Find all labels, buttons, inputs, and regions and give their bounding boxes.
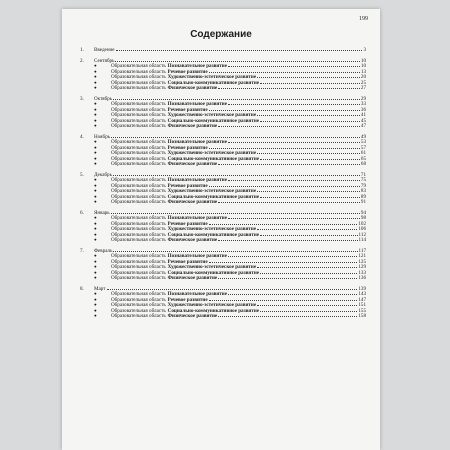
- bullet-icon: ●: [94, 296, 97, 302]
- toc-page-number: 158: [358, 313, 366, 319]
- dot-leader: [115, 58, 359, 62]
- toc-area-prefix: Образовательная область: [111, 307, 166, 314]
- toc-page-number: 98: [360, 215, 366, 221]
- toc-area-name: Художественно-эстетическое развитие: [167, 188, 257, 194]
- toc-area-name: Художественно-эстетическое развитие: [167, 112, 257, 118]
- toc-section-number: 7.: [80, 247, 84, 254]
- toc-page-number: 41: [360, 112, 366, 118]
- toc-page-number: 61: [360, 150, 366, 156]
- toc-section-number: 6.: [80, 209, 84, 216]
- toc-area-name: Речевое развитие: [167, 106, 208, 113]
- dot-leader: [113, 96, 360, 100]
- dot-leader: [260, 118, 360, 122]
- dot-leader: [260, 270, 357, 274]
- toc-area-name: Познавательное развитие: [167, 177, 228, 183]
- toc-area-entry[interactable]: [80, 313, 366, 319]
- document-page: [62, 9, 380, 450]
- toc-page-number: 65: [360, 155, 366, 162]
- toc-page-number: 10: [360, 57, 366, 64]
- toc-area-name: Физическое развитие: [167, 85, 218, 91]
- toc-area-name: Художественно-эстетическое развитие: [167, 302, 257, 308]
- bullet-icon: ●: [94, 139, 97, 144]
- toc-section-number: 1.: [80, 47, 84, 53]
- toc-page-number: 53: [360, 139, 366, 145]
- dot-leader: [209, 297, 358, 301]
- toc-page-number: 29: [360, 95, 366, 102]
- toc-area-prefix: Образовательная область: [111, 199, 166, 205]
- toc-page-number: 147: [358, 296, 366, 303]
- toc-section-number: 2.: [80, 57, 84, 64]
- dot-leader: [218, 85, 360, 89]
- toc-area-prefix: Образовательная область: [111, 275, 166, 281]
- dot-leader: [209, 183, 360, 187]
- dot-leader: [218, 161, 360, 165]
- bullet-icon: ●: [94, 155, 97, 161]
- bullet-icon: ●: [94, 68, 97, 74]
- bullet-icon: ●: [94, 264, 97, 269]
- dot-leader: [113, 248, 357, 252]
- toc-area-name: Физическое развитие: [167, 199, 218, 205]
- dot-leader: [257, 112, 360, 116]
- bullet-icon: ●: [94, 79, 97, 85]
- bullet-icon: ●: [94, 220, 97, 226]
- toc-area-prefix: Образовательная область: [111, 182, 166, 189]
- toc-page-number: 94: [360, 209, 366, 216]
- toc-page-number: 47: [360, 123, 366, 129]
- toc-area-name: Художественно-эстетическое развитие: [167, 150, 257, 156]
- toc-area-name: Познавательное развитие: [167, 253, 228, 259]
- toc-page-number: 20: [360, 74, 366, 80]
- dot-leader: [209, 107, 360, 111]
- toc-area-prefix: Образовательная область: [111, 291, 166, 297]
- dot-leader: [257, 302, 357, 306]
- toc-page-number: 45: [360, 117, 366, 124]
- toc-area-prefix: Образовательная область: [111, 302, 166, 308]
- toc-area-name: Речевое развитие: [167, 144, 208, 151]
- dot-leader: [228, 177, 360, 181]
- toc-section-label: Ноябрь: [94, 133, 110, 140]
- toc-page-number: 117: [358, 247, 366, 254]
- toc-page-number: 71: [360, 171, 366, 178]
- toc-area-name: Речевое развитие: [167, 296, 208, 303]
- bullet-icon: ●: [94, 199, 97, 204]
- toc-area-name: Социально-коммуникативное развитие: [167, 307, 260, 314]
- toc-page-number: 57: [360, 144, 366, 151]
- toc-section-number: 5.: [80, 171, 84, 178]
- toc-section-label: Октябрь: [94, 95, 113, 102]
- bullet-icon: ●: [94, 112, 97, 117]
- toc-page-number: 27: [360, 85, 366, 91]
- bullet-icon: ●: [94, 188, 97, 193]
- toc-page-number: 139: [358, 285, 366, 292]
- toc-area-prefix: Образовательная область: [111, 313, 166, 319]
- toc-area-prefix: Образовательная область: [111, 144, 166, 151]
- toc-area-prefix: Образовательная область: [111, 155, 166, 162]
- bullet-icon: ●: [94, 161, 97, 166]
- toc-area-prefix: Образовательная область: [111, 150, 166, 156]
- toc-area-prefix: Образовательная область: [111, 264, 166, 270]
- dot-leader: [228, 253, 357, 257]
- bullet-icon: ●: [94, 117, 97, 123]
- toc-section-label: Сентябрь: [94, 57, 115, 64]
- toc-area-prefix: Образовательная область: [111, 63, 166, 69]
- dot-leader: [228, 139, 360, 143]
- dot-leader: [218, 123, 360, 127]
- dot-leader: [260, 156, 360, 160]
- bullet-icon: ●: [94, 193, 97, 199]
- toc-area-name: Речевое развитие: [167, 220, 208, 227]
- toc-page-number: 13: [360, 68, 366, 75]
- toc-area-name: Познавательное развитие: [167, 63, 228, 69]
- toc-area-prefix: Образовательная область: [111, 117, 166, 124]
- dot-leader: [218, 199, 360, 203]
- table-of-contents: [80, 47, 366, 319]
- dot-leader: [107, 286, 358, 290]
- bullet-icon: ●: [94, 182, 97, 188]
- bullet-icon: ●: [94, 106, 97, 112]
- toc-page-number: 121: [358, 253, 366, 259]
- dot-leader: [260, 308, 357, 312]
- dot-leader: [257, 264, 357, 268]
- toc-page-number: 3: [363, 47, 366, 53]
- toc-page-number: 125: [358, 258, 366, 265]
- toc-section-label: Февраль: [94, 247, 113, 254]
- bullet-icon: ●: [94, 253, 97, 258]
- toc-area-prefix: Образовательная область: [111, 258, 166, 265]
- toc-page-number: 49: [360, 133, 366, 140]
- bullet-icon: ●: [94, 144, 97, 150]
- dot-leader: [260, 232, 358, 236]
- toc-area-prefix: Образовательная область: [111, 161, 166, 167]
- toc-area-name: Художественно-эстетическое развитие: [167, 264, 257, 270]
- bullet-icon: ●: [94, 150, 97, 155]
- toc-area-name: Физическое развитие: [167, 275, 218, 281]
- toc-area-prefix: Образовательная область: [111, 226, 166, 232]
- toc-page-number: 75: [360, 177, 366, 183]
- dot-leader: [218, 313, 357, 317]
- toc-area-prefix: Образовательная область: [111, 68, 166, 75]
- toc-page-number: 79: [360, 182, 366, 189]
- bullet-icon: ●: [94, 269, 97, 275]
- bullet-icon: ●: [94, 291, 97, 296]
- toc-page-number: 106: [358, 226, 366, 232]
- bullet-icon: ●: [94, 275, 97, 280]
- toc-area-name: Социально-коммуникативное развитие: [167, 155, 260, 162]
- toc-area-prefix: Образовательная область: [111, 220, 166, 227]
- toc-area-prefix: Образовательная область: [111, 188, 166, 194]
- toc-section-number: 8.: [80, 285, 84, 292]
- toc-area-name: Познавательное развитие: [167, 291, 228, 297]
- bullet-icon: ●: [94, 258, 97, 264]
- toc-page-number: 129: [358, 264, 366, 270]
- toc-page-number: 112: [358, 231, 366, 238]
- toc-area-prefix: Образовательная область: [111, 79, 166, 86]
- toc-page-number: 36: [360, 106, 366, 113]
- toc-page-number: 143: [358, 291, 366, 297]
- toc-area-prefix: Образовательная область: [111, 215, 166, 221]
- toc-page-number: 151: [358, 302, 366, 308]
- toc-area-prefix: Образовательная область: [111, 296, 166, 303]
- bullet-icon: ●: [94, 177, 97, 182]
- toc-area-name: Социально-коммуникативное развитие: [167, 231, 260, 238]
- toc-area-name: Физическое развитие: [167, 123, 218, 129]
- toc-page-number: 33: [360, 101, 366, 107]
- toc-page-number: 136: [358, 275, 366, 281]
- dot-leader: [257, 188, 360, 192]
- bullet-icon: ●: [94, 101, 97, 106]
- toc-page-number: 10: [360, 63, 366, 69]
- bullet-icon: ●: [94, 231, 97, 237]
- toc-section-number: 3.: [80, 95, 84, 102]
- toc-area-name: Социально-коммуникативное развитие: [167, 79, 260, 86]
- toc-area-prefix: Образовательная область: [111, 85, 166, 91]
- bullet-icon: ●: [94, 237, 97, 242]
- dot-leader: [209, 145, 360, 149]
- toc-page-number: 89: [360, 193, 366, 200]
- toc-area-prefix: Образовательная область: [111, 269, 166, 276]
- dot-leader: [228, 291, 357, 295]
- bullet-icon: ●: [94, 307, 97, 313]
- bullet-icon: ●: [94, 85, 97, 90]
- toc-page-number: 83: [360, 188, 366, 194]
- toc-page-number: 133: [358, 269, 366, 276]
- toc-area-name: Физическое развитие: [167, 237, 218, 243]
- dot-leader: [209, 259, 358, 263]
- toc-area-prefix: Образовательная область: [111, 177, 166, 183]
- bullet-icon: ●: [94, 215, 97, 220]
- bullet-icon: ●: [94, 226, 97, 231]
- toc-page-number: 102: [358, 220, 366, 227]
- toc-area-name: Социально-коммуникативное развитие: [167, 193, 260, 200]
- toc-area-name: Физическое развитие: [167, 161, 218, 167]
- toc-area-prefix: Образовательная область: [111, 253, 166, 259]
- toc-page-number: 25: [360, 79, 366, 86]
- dot-leader: [228, 215, 360, 219]
- toc-area-prefix: Образовательная область: [111, 193, 166, 200]
- toc-page-number: 91: [360, 199, 366, 205]
- toc-area-name: Художественно-эстетическое развитие: [167, 226, 257, 232]
- bullet-icon: ●: [94, 313, 97, 318]
- dot-leader: [257, 150, 360, 154]
- dot-leader: [218, 275, 357, 279]
- dot-leader: [113, 172, 360, 176]
- toc-area-name: Речевое развитие: [167, 68, 208, 75]
- toc-area-prefix: Образовательная область: [111, 139, 166, 145]
- toc-area-name: Познавательное развитие: [167, 215, 228, 221]
- toc-area-name: Речевое развитие: [167, 258, 208, 265]
- page-title: Содержание: [190, 29, 252, 40]
- toc-area-name: Познавательное развитие: [167, 101, 228, 107]
- bullet-icon: ●: [94, 123, 97, 128]
- dot-leader: [116, 47, 363, 51]
- toc-area-prefix: Образовательная область: [111, 106, 166, 113]
- dot-leader: [260, 194, 360, 198]
- dot-leader: [209, 221, 358, 225]
- dot-leader: [260, 80, 360, 84]
- bullet-icon: ●: [94, 302, 97, 307]
- toc-section-number: 4.: [80, 133, 84, 140]
- toc-area-prefix: Образовательная область: [111, 74, 166, 80]
- dot-leader: [111, 134, 360, 138]
- toc-area-name: Художественно-эстетическое развитие: [167, 74, 257, 80]
- dot-leader: [257, 74, 360, 78]
- dot-leader: [228, 63, 360, 67]
- toc-section-label: Введение: [94, 47, 115, 53]
- dot-leader: [218, 237, 357, 241]
- toc-area-prefix: Образовательная область: [111, 123, 166, 129]
- dot-leader: [209, 69, 360, 73]
- toc-page-number: 155: [358, 307, 366, 314]
- bullet-icon: ●: [94, 74, 97, 79]
- toc-area-name: Социально-коммуникативное развитие: [167, 117, 260, 124]
- page-number: 199: [359, 16, 368, 22]
- toc-section-label: Март: [94, 285, 106, 292]
- toc-section-label: Декабрь: [94, 171, 112, 178]
- toc-area-name: Социально-коммуникативное развитие: [167, 269, 260, 276]
- dot-leader: [228, 101, 360, 105]
- toc-area-name: Речевое развитие: [167, 182, 208, 189]
- toc-section-label: Январь: [94, 209, 110, 216]
- dot-leader: [257, 226, 357, 230]
- toc-page-number: 114: [358, 237, 366, 243]
- dot-leader: [111, 210, 360, 214]
- toc-area-prefix: Образовательная область: [111, 101, 166, 107]
- bullet-icon: ●: [94, 63, 97, 68]
- toc-area-name: Познавательное развитие: [167, 139, 228, 145]
- toc-area-prefix: Образовательная область: [111, 112, 166, 118]
- toc-area-name: Физическое развитие: [167, 313, 218, 319]
- toc-area-prefix: Образовательная область: [111, 231, 166, 238]
- toc-area-prefix: Образовательная область: [111, 237, 166, 243]
- toc-page-number: 68: [360, 161, 366, 167]
